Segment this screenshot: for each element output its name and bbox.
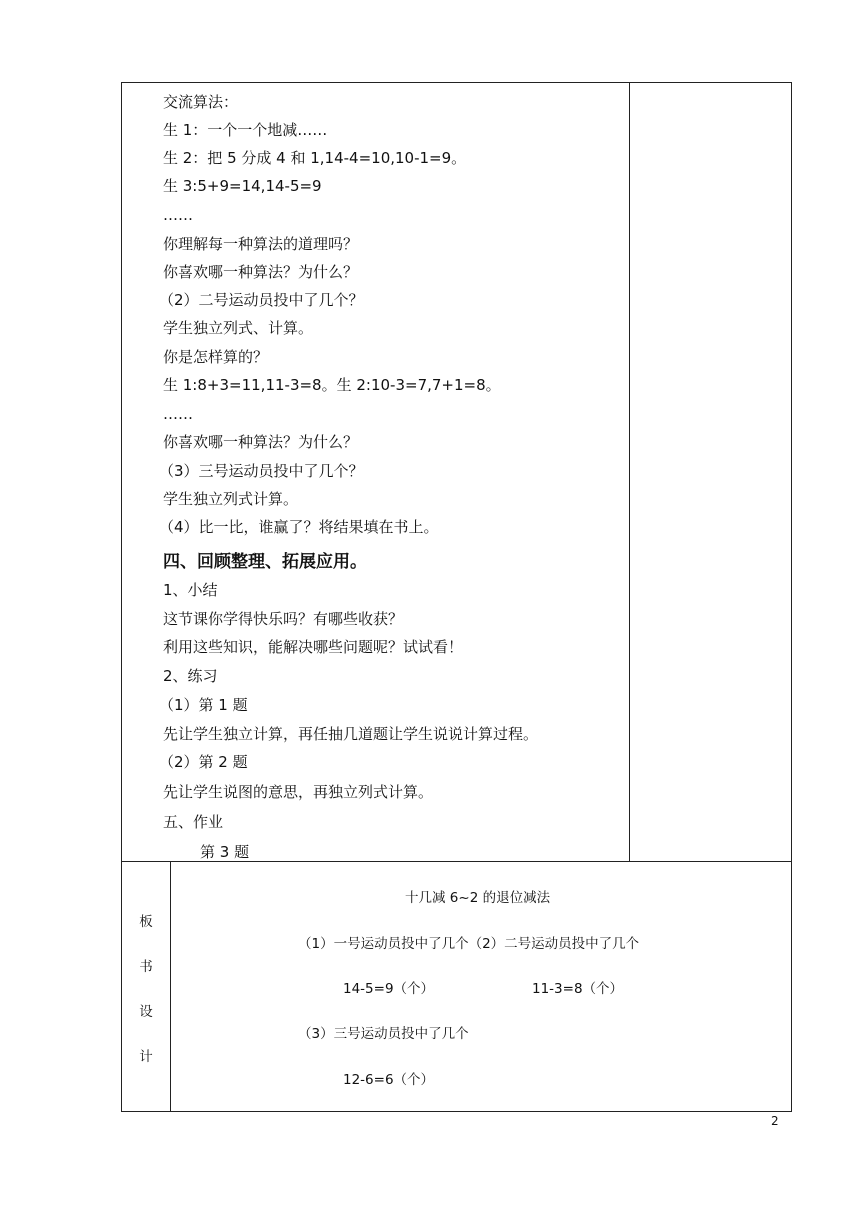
lesson-line: 你喜欢哪一种算法？为什么？: [163, 263, 359, 281]
lesson-line: （4）比一比，谁赢了？将结果填在书上。: [159, 518, 439, 536]
lesson-line: 你理解每一种算法的道理吗？: [163, 235, 359, 253]
lesson-line: ……: [163, 206, 193, 224]
summary-line: 2、练习: [163, 667, 218, 685]
lesson-line: 生 2：把 5 分成 4 和 1,14-4=10,10-1=9。: [163, 149, 467, 167]
section-four-heading: 四、回顾整理、拓展应用。: [163, 552, 367, 572]
homework-item: 第 3 题: [200, 843, 250, 861]
summary-line: 先让学生独立计算，再任抽几道题让学生说说计算过程。: [163, 725, 539, 743]
summary-line: 利用这些知识，能解决哪些问题呢？试试看！: [163, 638, 464, 656]
board-label-char-3: 设: [139, 1004, 153, 1020]
board-label-char-4: 计: [139, 1049, 153, 1065]
table-border-top: [121, 82, 792, 83]
lesson-line: 学生独立列式计算。: [163, 490, 299, 508]
lesson-line: 交流算法：: [163, 93, 239, 111]
board-equation-3: 12-6=6（个）: [343, 1072, 435, 1088]
lesson-line: （3）三号运动员投中了几个？: [159, 462, 364, 480]
table-border-left: [121, 82, 122, 1112]
summary-line: 这节课你学得快乐吗？有哪些收获？: [163, 610, 404, 628]
board-label-divider: [170, 861, 171, 1111]
lesson-line: ……: [163, 405, 193, 423]
board-label-char-2: 书: [139, 959, 153, 975]
summary-line: （1）第 1 题: [159, 696, 248, 714]
summary-line: 五、作业: [163, 813, 224, 831]
board-row-3: （3）三号运动员投中了几个: [298, 1026, 469, 1042]
board-title: 十几减 6~2 的退位减法: [405, 890, 551, 906]
page-number: 2: [771, 1114, 779, 1128]
lesson-line: 生 3:5+9=14,14-5=9: [163, 177, 322, 195]
board-equation-2: 11-3=8（个）: [532, 981, 624, 997]
table-border-bottom: [121, 1111, 792, 1112]
lesson-line: 生 1：一个一个地减……: [163, 121, 328, 139]
board-row-1: （1）一号运动员投中了几个（2）二号运动员投中了几个: [298, 936, 640, 952]
lesson-line: 生 1:8+3=11,11-3=8。生 2:10-3=7,7+1=8。: [163, 376, 501, 394]
board-equation-1: 14-5=9（个）: [343, 981, 435, 997]
summary-line: 先让学生说图的意思，再独立列式计算。: [163, 783, 434, 801]
summary-line: 1、小结: [163, 581, 218, 599]
lesson-line: 你是怎样算的？: [163, 348, 269, 366]
lesson-line: 你喜欢哪一种算法？为什么？: [163, 433, 359, 451]
summary-line: （2）第 2 题: [159, 753, 248, 771]
column-divider: [629, 82, 630, 862]
board-label-char-1: 板: [139, 914, 153, 930]
lesson-line: （2）二号运动员投中了几个？: [159, 291, 364, 309]
table-border-right: [791, 82, 792, 1112]
lesson-line: 学生独立列式、计算。: [163, 319, 314, 337]
